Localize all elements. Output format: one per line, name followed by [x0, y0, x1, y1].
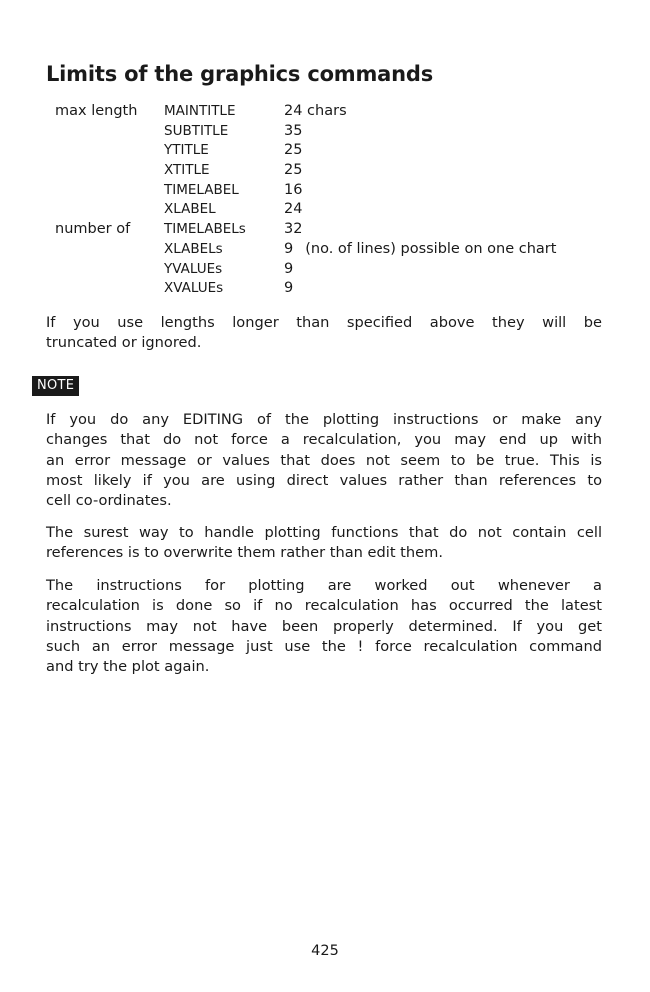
- limit-command: XLABEL: [164, 201, 216, 218]
- paragraph-line: references is to overwrite them rather than edit them.: [46, 544, 443, 562]
- paragraph-line: instructions may not have been properly determined. If you get: [46, 617, 602, 635]
- limit-value: [284, 260, 293, 280]
- paragraph-line: If you use lengths longer than specified above they will be: [46, 314, 602, 331]
- limit-value-text: 25: [284, 142, 303, 159]
- paragraph-line: an error message or values that does not seem to be true. This is: [46, 451, 602, 469]
- paragraph-line: If you do any EDITING of the plotting instructions or make any: [46, 411, 602, 428]
- limit-value-text: 24 chars: [284, 103, 347, 119]
- note-paragraph-overwrite: [46, 523, 602, 564]
- limit-value: [284, 200, 302, 220]
- limit-group: max length: [55, 103, 138, 119]
- limit-value: [284, 102, 347, 122]
- paragraph-line: The instructions for plotting are worked out whenever a: [46, 577, 602, 594]
- limit-value-text: 16: [284, 181, 303, 198]
- limit-value: [284, 240, 556, 260]
- limit-value: [284, 220, 302, 240]
- paragraph-line: The surest way to handle plotting functions that do not contain cell: [46, 524, 602, 541]
- paragraph-line: such an error message just use the ! force recalculation command: [46, 637, 602, 655]
- limit-value: [284, 181, 302, 201]
- note-badge: NOTE: [32, 376, 79, 396]
- limit-value-text: 35: [284, 122, 303, 139]
- limit-value: [284, 279, 293, 299]
- limit-value-text: 32: [284, 221, 303, 238]
- limit-command: TIMELABELs: [164, 221, 246, 238]
- limit-command: YVALUEs: [164, 260, 223, 277]
- note-paragraph-recalculation: [46, 576, 602, 677]
- page-number: 425: [311, 943, 339, 959]
- limit-command: YTITLE: [164, 142, 209, 159]
- paragraph-line: recalculation is done so if no recalculation has occurred the latest: [46, 597, 602, 615]
- paragraph-line: and try the plot again.: [46, 658, 210, 676]
- limit-value-text: 9: [284, 260, 294, 277]
- limit-group: number of: [55, 221, 131, 238]
- paragraph-line: truncated or ignored.: [46, 334, 202, 352]
- limit-command: TIMELABEL: [164, 181, 239, 198]
- limit-command: MAINTITLE: [164, 103, 236, 119]
- limit-command: SUBTITLE: [164, 122, 229, 139]
- limit-value-text: 24: [284, 201, 303, 218]
- note-paragraph-editing: [46, 410, 602, 511]
- limit-note: (no. of lines) possible on one chart: [305, 240, 557, 257]
- limit-command: XLABELs: [164, 240, 223, 257]
- section-title: Limits of the graphics commands: [46, 62, 434, 86]
- limit-command: XVALUEs: [164, 280, 224, 297]
- limit-command: XTITLE: [164, 162, 210, 179]
- limit-value: [284, 141, 302, 161]
- limit-value-text: 9: [284, 240, 294, 257]
- limit-value-text: 9: [284, 280, 294, 297]
- paragraph-line: changes that do not force a recalculation, you may end up with: [46, 431, 602, 449]
- paragraph-line: most likely if you are using direct values rather than references to: [46, 471, 602, 489]
- limit-value: [284, 122, 302, 142]
- limit-value-text: 25: [284, 162, 303, 179]
- paragraph-line: cell co-ordinates.: [46, 492, 172, 510]
- limit-value: [284, 161, 302, 181]
- truncation-paragraph: [46, 313, 602, 354]
